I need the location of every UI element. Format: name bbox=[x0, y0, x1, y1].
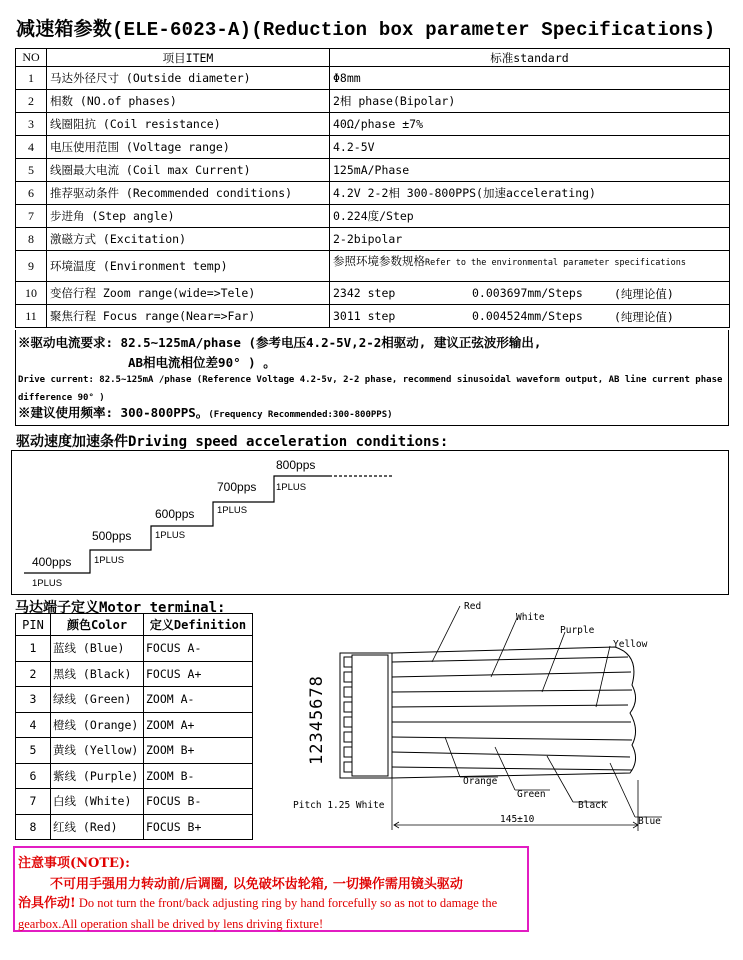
warning-note-box bbox=[13, 846, 529, 932]
connector-inner bbox=[352, 655, 388, 776]
pin-color: 紫线 (Purple) bbox=[51, 763, 144, 789]
spec-item: 线圈最大电流 (Coil max Current) bbox=[47, 159, 330, 182]
wire-lines bbox=[392, 657, 632, 770]
wire-label-orange: Orange bbox=[463, 776, 498, 787]
spec-item: 线圈阻抗 (Coil resistance) bbox=[47, 113, 330, 136]
pin-row bbox=[16, 712, 253, 738]
note-line-cn: 不可用手强用力转动前/后调圈, 以免破坏齿轮箱, 一切操作需用镜头驱动 bbox=[50, 877, 463, 892]
spec-no: 10 bbox=[16, 282, 47, 305]
spec-row bbox=[16, 159, 730, 182]
spec-no: 7 bbox=[16, 205, 47, 228]
header-no: NO bbox=[16, 49, 47, 67]
cable-outline bbox=[392, 647, 636, 778]
driving-speed-box bbox=[11, 450, 729, 595]
wire-label-white: White bbox=[516, 612, 545, 623]
pin-header-row bbox=[16, 614, 253, 636]
env-value-cn: 参照环境参数规格 bbox=[333, 254, 425, 268]
pin-color: 绿线 (Green) bbox=[51, 687, 144, 713]
spec-row bbox=[16, 67, 730, 90]
wire-label-green: Green bbox=[517, 789, 546, 800]
spec-no: 11 bbox=[16, 305, 47, 328]
spec-value: 2相 phase(Bipolar) bbox=[330, 90, 730, 113]
spec-row bbox=[16, 282, 730, 305]
note-line-en: Do not turn the front/back adjusting ring by hand forcefully so as not to damage the gearbox.All operation shall be drived by lens driving fixture! bbox=[18, 896, 498, 931]
pin-number: 5 bbox=[16, 738, 51, 764]
spec-header-row bbox=[16, 49, 730, 67]
spec-row bbox=[16, 113, 730, 136]
pin-number: 8 bbox=[16, 814, 51, 840]
spec-value bbox=[330, 305, 730, 328]
spec-item: 变倍行程 Zoom range(wide=>Tele) bbox=[47, 282, 330, 305]
pin-row bbox=[16, 814, 253, 840]
spec-no: 6 bbox=[16, 182, 47, 205]
wire-label-purple: Purple bbox=[560, 625, 595, 636]
length-label: 145±10 bbox=[500, 814, 535, 825]
pin-color: 白线 (White) bbox=[51, 789, 144, 815]
spec-item: 步进角 (Step angle) bbox=[47, 205, 330, 228]
spec-item: 聚焦行程 Focus range(Near=>Far) bbox=[47, 305, 330, 328]
spec-item: 相数 (NO.of phases) bbox=[47, 90, 330, 113]
spec-no: 2 bbox=[16, 90, 47, 113]
spec-table bbox=[15, 48, 730, 328]
spec-row bbox=[16, 305, 730, 328]
drive-current-cn-2: AB相电流相位差90° ) 。 bbox=[128, 355, 276, 370]
zoom-steps: 2342 step bbox=[333, 286, 396, 300]
pin-definition: FOCUS A+ bbox=[144, 661, 253, 687]
env-value-en: Refer to the environmental parameter specifications bbox=[425, 258, 686, 268]
spec-row bbox=[16, 182, 730, 205]
spec-row bbox=[16, 90, 730, 113]
spec-value: Φ8mm bbox=[330, 67, 730, 90]
pin-definition: ZOOM A- bbox=[144, 687, 253, 713]
pin-color: 黄线 (Yellow) bbox=[51, 738, 144, 764]
wire-label-yellow: Yellow bbox=[613, 639, 648, 650]
pin-definition: FOCUS B- bbox=[144, 789, 253, 815]
motor-terminal-title: 马达端子定义Motor terminal: bbox=[15, 600, 226, 616]
motor-terminal-table bbox=[15, 613, 253, 840]
connector-wire-diagram bbox=[270, 595, 670, 835]
spec-item: 电压使用范围 (Voltage range) bbox=[47, 136, 330, 159]
pin-number: 7 bbox=[16, 789, 51, 815]
speed-pps-4: 700pps bbox=[217, 480, 257, 494]
pin-row bbox=[16, 661, 253, 687]
header-color: 颜色Color bbox=[51, 614, 144, 636]
pin-color: 蓝线 (Blue) bbox=[51, 636, 144, 662]
driving-speed-title: 驱动速度加速条件Driving speed acceleration conditions: bbox=[16, 434, 449, 450]
note-line-cn-2: 治具作动! bbox=[18, 896, 76, 911]
speed-plus-1: 1PLUS bbox=[32, 578, 63, 589]
pin-row bbox=[16, 687, 253, 713]
header-standard: 标准standard bbox=[330, 49, 730, 67]
pin-number: 2 bbox=[16, 661, 51, 687]
pin-definition: FOCUS A- bbox=[144, 636, 253, 662]
speed-pps-3: 600pps bbox=[155, 507, 195, 521]
speed-pps-1: 400pps bbox=[32, 555, 72, 569]
spec-value: 4.2V 2-2相 300-800PPS(加速accelerating) bbox=[330, 182, 730, 205]
pin-row bbox=[16, 636, 253, 662]
pin-color: 橙线 (Orange) bbox=[51, 712, 144, 738]
frequency-en: (Frequency Recommended:300-800PPS) bbox=[208, 410, 393, 420]
pin-number: 3 bbox=[16, 687, 51, 713]
connector-pin-numbers: 12345678 bbox=[307, 675, 327, 765]
wire-label-blue: Blue bbox=[638, 816, 661, 827]
pin-number: 4 bbox=[16, 712, 51, 738]
spec-value: 125mA/Phase bbox=[330, 159, 730, 182]
focus-theory: (纯理论值) bbox=[614, 310, 674, 324]
pin-row bbox=[16, 763, 253, 789]
wire-label-red: Red bbox=[464, 601, 482, 612]
spec-item: 环境温度 (Environment temp) bbox=[47, 251, 330, 282]
connector-pins bbox=[344, 657, 352, 772]
spec-value bbox=[330, 251, 730, 282]
drive-notes bbox=[15, 330, 729, 426]
frequency-note bbox=[18, 403, 393, 421]
pin-definition: ZOOM B- bbox=[144, 763, 253, 789]
speed-plus-3: 1PLUS bbox=[155, 530, 186, 541]
pin-number: 1 bbox=[16, 636, 51, 662]
zoom-mm: 0.003697mm/Steps bbox=[472, 286, 583, 300]
speed-plus-4: 1PLUS bbox=[217, 505, 248, 516]
spec-no: 5 bbox=[16, 159, 47, 182]
spec-value: 0.224度/Step bbox=[330, 205, 730, 228]
zoom-theory: (纯理论值) bbox=[614, 287, 674, 301]
spec-row bbox=[16, 251, 730, 282]
header-item: 项目ITEM bbox=[47, 49, 330, 67]
spec-no: 1 bbox=[16, 67, 47, 90]
pitch-label: Pitch 1.25 White bbox=[293, 800, 385, 811]
spec-value: 40Ω/phase ±7% bbox=[330, 113, 730, 136]
spec-no: 9 bbox=[16, 251, 47, 282]
pin-definition: FOCUS B+ bbox=[144, 814, 253, 840]
pin-color: 红线 (Red) bbox=[51, 814, 144, 840]
header-definition: 定义Definition bbox=[144, 614, 253, 636]
pin-definition: ZOOM A+ bbox=[144, 712, 253, 738]
spec-row bbox=[16, 228, 730, 251]
focus-steps: 3011 step bbox=[333, 309, 396, 323]
spec-value bbox=[330, 282, 730, 305]
spec-item: 推荐驱动条件 (Recommended conditions) bbox=[47, 182, 330, 205]
note-line-en-wrap bbox=[18, 893, 526, 934]
speed-pps-5: 800pps bbox=[276, 458, 316, 472]
spec-item: 马达外径尺寸 (Outside diameter) bbox=[47, 67, 330, 90]
focus-mm: 0.004524mm/Steps bbox=[472, 309, 583, 323]
page-title: 减速箱参数(ELE-6023-A)(Reduction box parameter Specifications) bbox=[16, 19, 716, 41]
pin-row bbox=[16, 738, 253, 764]
spec-value: 2-2bipolar bbox=[330, 228, 730, 251]
wire-label-black: Black bbox=[578, 800, 607, 811]
pin-row bbox=[16, 789, 253, 815]
speed-pps-2: 500pps bbox=[92, 529, 132, 543]
speed-plus-5: 1PLUS bbox=[276, 482, 307, 493]
spec-row bbox=[16, 136, 730, 159]
pin-number: 6 bbox=[16, 763, 51, 789]
drive-current-en: Drive current: 82.5~125mA /phase (Reference Voltage 4.2-5v, 2-2 phase, recommend sinusoidal waveform output, AB line current phase difference 90° ) bbox=[18, 375, 723, 403]
spec-no: 8 bbox=[16, 228, 47, 251]
spec-row bbox=[16, 205, 730, 228]
pin-color: 黑线 (Black) bbox=[51, 661, 144, 687]
frequency-cn: ※建议使用频率: 300-800PPS。 bbox=[18, 405, 209, 420]
spec-no: 3 bbox=[16, 113, 47, 136]
pin-definition: ZOOM B+ bbox=[144, 738, 253, 764]
speed-staircase bbox=[12, 451, 728, 593]
drive-current-cn-1: ※驱动电流要求: 82.5~125mA/phase (参考电压4.2-5V,2-2相驱动, 建议正弦波形输出, bbox=[18, 335, 542, 350]
speed-plus-2: 1PLUS bbox=[94, 555, 125, 566]
header-pin: PIN bbox=[16, 614, 51, 636]
spec-item: 激磁方式 (Excitation) bbox=[47, 228, 330, 251]
note-title: 注意事项(NOTE): bbox=[18, 856, 130, 871]
spec-no: 4 bbox=[16, 136, 47, 159]
spec-value: 4.2-5V bbox=[330, 136, 730, 159]
